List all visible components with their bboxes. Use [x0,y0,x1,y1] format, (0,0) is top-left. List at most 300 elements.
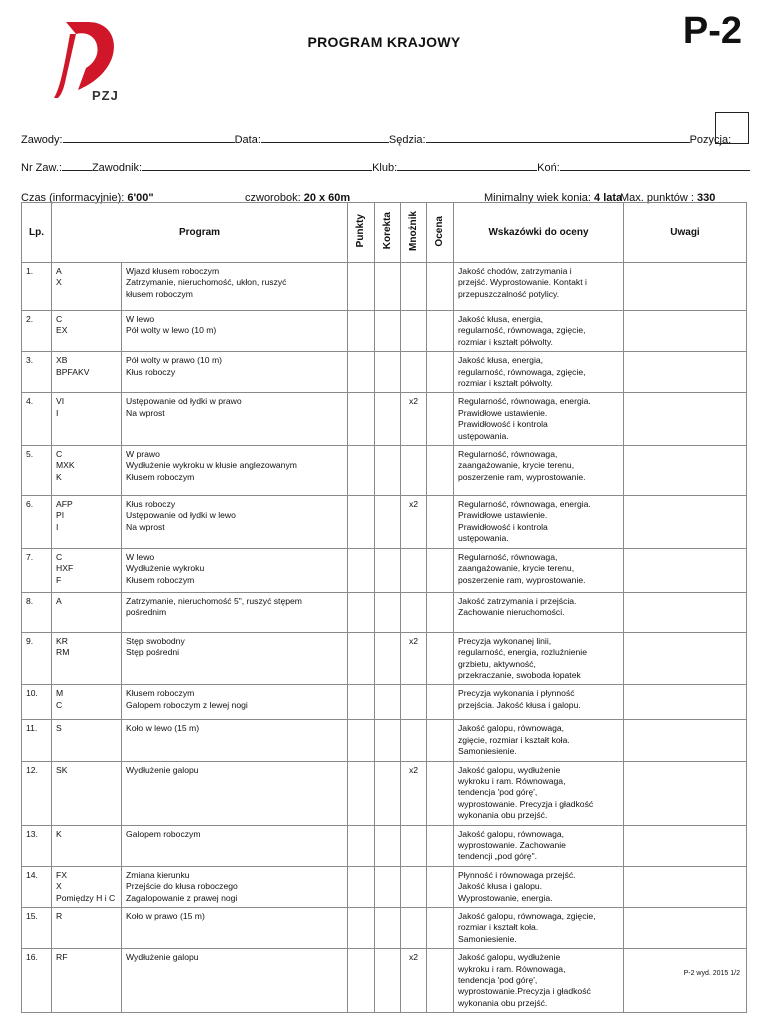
table-header [22,203,747,263]
row-number: 8. [22,592,52,632]
zawody-field[interactable] [63,131,235,143]
table-row [22,720,747,761]
table-row [22,496,747,549]
row-text: Jakość galopu, równowaga, [458,723,565,734]
row-text: Wydłużenie wykroku [126,563,205,574]
row-text: tendencja 'pod górę', [458,787,538,798]
row-text: wykonania obu przejść. [458,997,548,1008]
multiplier-cell [401,908,427,949]
row-number: 1. [22,263,52,311]
row-text: SK [56,764,68,775]
score-ocena-cell[interactable] [427,592,454,632]
row-text: pośrednim [126,607,167,618]
remarks-cell[interactable] [624,908,747,949]
row-hints [454,393,624,446]
score-punkty-cell[interactable] [348,761,375,825]
table-row [22,949,747,1013]
row-text: Regularność, równowaga, [458,551,558,562]
remarks-cell[interactable] [624,548,747,592]
score-ocena-cell[interactable] [427,908,454,949]
score-ocena-cell[interactable] [427,496,454,549]
row-points [52,908,122,949]
row-text: Wydłużenie galopu [126,764,199,775]
remarks-cell[interactable] [624,393,747,446]
row-points [52,496,122,549]
row-hints [454,761,624,825]
score-ocena-cell[interactable] [427,632,454,685]
row-hints [454,548,624,592]
remarks-cell[interactable] [624,446,747,496]
multiplier-cell: x2 [401,761,427,825]
col-punkty: Punkty [348,203,375,263]
remarks-cell[interactable] [624,311,747,352]
score-punkty-cell[interactable] [348,311,375,352]
row-text: Zagalopowanie z prawej nogi [126,892,238,903]
row-text: Regularność, równowaga, energia. [458,396,591,407]
row-number: 10. [22,685,52,720]
multiplier-cell: x2 [401,632,427,685]
remarks-cell[interactable] [624,949,747,1013]
table-row [22,866,747,907]
form-row-2 [21,159,750,175]
remarks-cell[interactable] [624,496,747,549]
row-movements [122,393,348,446]
row-text: VI [56,396,65,407]
score-ocena-cell[interactable] [427,311,454,352]
row-text: Kłus roboczy [126,366,176,377]
row-text: W lewo [126,551,155,562]
row-text: kłusem roboczym [126,288,193,299]
row-hints [454,263,624,311]
row-movements [122,548,348,592]
row-text: rozmiar i kształt półwolty. [458,336,553,347]
row-movements [122,720,348,761]
row-text: Koło w lewo (15 m) [126,723,200,734]
row-text: tendencji „pod górę". [458,851,538,862]
multiplier-cell [401,685,427,720]
row-text: Ustępowanie od łydki w prawo [126,396,242,407]
row-text: Pół wolty w lewo (10 m) [126,325,217,336]
pzj-logo [52,18,140,106]
col-wskazowki: Wskazówki do oceny [454,203,624,263]
row-text: Wydłużenie galopu [126,952,199,963]
row-text: zaangażowanie, krycie terenu, [458,460,575,471]
row-movements [122,592,348,632]
row-text: Prawidłowość i kontrola [458,521,548,532]
remarks-cell[interactable] [624,632,747,685]
row-text: RM [56,647,70,658]
score-korekta-cell[interactable] [375,548,401,592]
row-text: Precyzja wykonania i płynność [458,688,575,699]
score-korekta-cell[interactable] [375,761,401,825]
row-movements [122,352,348,393]
row-text: przepuszczalność potylicy. [458,288,560,299]
score-ocena-cell[interactable] [427,761,454,825]
nr-zaw-label: Nr Zaw.: [21,162,62,174]
nr-zaw-field[interactable] [62,159,92,171]
row-text: zaangażowanie, krycie terenu, [458,563,575,574]
row-text: Pomiędzy H i C [56,892,116,903]
row-text: Na wprost [126,407,165,418]
row-points [52,393,122,446]
row-text: Jakość kłusa i galopu. [458,881,543,892]
score-punkty-cell[interactable] [348,949,375,1013]
multiplier-cell [401,866,427,907]
row-text: Galopem roboczym [126,828,201,839]
table-row [22,352,747,393]
score-punkty-cell[interactable] [348,548,375,592]
row-text: S [56,723,62,734]
wiek-info: Minimalny wiek konia: 4 lata [484,192,623,204]
row-text: Płynność i równowaga przejść. [458,869,576,880]
row-number: 3. [22,352,52,393]
row-movements [122,949,348,1013]
row-text: Prawidłowe ustawienie. [458,407,548,418]
row-text: Kłusem roboczym [126,574,195,585]
row-text: Wydłużenie wykroku w kłusie anglezowanym [126,460,297,471]
row-text: Jakość kłusa, energia, [458,314,544,324]
row-number: 9. [22,632,52,685]
row-text: Zatrzymanie, nieruchomość, ukłon, ruszyć [126,277,287,288]
row-movements [122,496,348,549]
row-text: Galopem roboczym z lewej nogi [126,699,248,710]
row-text: Regularność, równowaga, energia. [458,499,591,510]
score-korekta-cell[interactable] [375,949,401,1013]
row-text: Kłusem roboczym [126,471,195,482]
row-movements [122,908,348,949]
row-text: Jakość galopu, wydłużenie [458,764,561,775]
row-text: Zatrzymanie, nieruchomość 5", ruszyć stępem [126,595,302,606]
multiplier-cell [401,825,427,866]
col-mnoznik: Mnożnik [401,203,427,263]
row-text: EX [56,325,68,336]
row-text: regularność, energia, rozluźnienie [458,647,587,658]
row-points [52,632,122,685]
kon-label: Koń: [537,162,560,174]
score-punkty-cell[interactable] [348,908,375,949]
klub-label: Klub: [372,162,398,174]
row-text: tendencja 'pod górę', [458,975,538,986]
row-text: wykroku i ram. Równowaga, [458,963,566,974]
score-punkty-cell[interactable] [348,825,375,866]
row-text: BPFAKV [56,366,90,377]
score-ocena-cell[interactable] [427,720,454,761]
row-movements [122,866,348,907]
sedzia-label: Sędzia: [388,134,426,146]
row-text: K [56,471,62,482]
score-korekta-cell[interactable] [375,446,401,496]
row-movements [122,685,348,720]
row-text: Ustępowanie od łydki w lewo [126,510,236,521]
multiplier-cell [401,720,427,761]
row-text: AFP [56,499,73,510]
score-ocena-cell[interactable] [427,866,454,907]
row-text: Prawidłowe ustawienie. [458,510,548,521]
row-number: 12. [22,761,52,825]
row-hints [454,592,624,632]
row-points [52,548,122,592]
score-korekta-cell[interactable] [375,496,401,549]
table-row [22,632,747,685]
sedzia-field[interactable] [426,131,690,143]
pozycja-label: Pozycja: [689,134,732,146]
row-text: W prawo [126,449,160,460]
row-text: Jakość galopu, wydłużenie [458,952,561,963]
col-program: Program [52,203,348,263]
remarks-cell[interactable] [624,825,747,866]
program-code: P-2 [682,10,742,52]
score-punkty-cell[interactable] [348,496,375,549]
row-text: M [56,688,64,699]
score-korekta-cell[interactable] [375,908,401,949]
row-points [52,720,122,761]
row-text: I [56,521,59,532]
score-korekta-cell[interactable] [375,311,401,352]
score-korekta-cell[interactable] [375,720,401,761]
row-text: Wyprostowanie, energia. [458,892,553,903]
row-movements [122,446,348,496]
row-text: zgięcie, rozmiar i kształt koła. [458,734,570,745]
row-hints [454,866,624,907]
score-korekta-cell[interactable] [375,866,401,907]
page-title: PROGRAM KRAJOWY [307,34,461,50]
max-points-info: Max. punktów : 330 [620,192,716,204]
score-korekta-cell[interactable] [375,825,401,866]
col-korekta: Korekta [375,203,401,263]
row-number: 7. [22,548,52,592]
score-korekta-cell[interactable] [375,685,401,720]
row-text: C [56,551,63,562]
pozycja-box[interactable] [715,112,749,144]
row-points [52,446,122,496]
multiplier-cell [401,446,427,496]
row-hints [454,632,624,685]
multiplier-cell: x2 [401,949,427,1013]
row-number: 11. [22,720,52,761]
row-text: Zmiana kierunku [126,869,190,880]
row-text: Kłusem roboczym [126,688,195,699]
remarks-cell[interactable] [624,685,747,720]
row-text: I [56,407,59,418]
zawodnik-field[interactable] [142,159,372,171]
table-row [22,908,747,949]
remarks-cell[interactable] [624,263,747,311]
multiplier-cell: x2 [401,496,427,549]
kon-field[interactable] [560,159,750,171]
row-text: Jakość galopu, równowaga, [458,828,565,839]
row-text: Regularność, równowaga, [458,449,558,460]
table-row [22,592,747,632]
row-text: Samoniesienie. [458,746,517,757]
table-row [22,761,747,825]
remarks-cell[interactable] [624,592,747,632]
row-text: C [56,699,63,710]
row-text: PI [56,510,65,521]
row-text: Kłus roboczy [126,499,176,510]
score-ocena-cell[interactable] [427,949,454,1013]
score-ocena-cell[interactable] [427,393,454,446]
table-row [22,825,747,866]
row-text: regularność, równowaga, zgięcie, [458,366,586,377]
row-text: Pół wolty w prawo (10 m) [126,355,222,366]
row-text: XB [56,355,68,366]
row-number: 14. [22,866,52,907]
score-korekta-cell[interactable] [375,352,401,393]
row-movements [122,632,348,685]
row-hints [454,685,624,720]
row-text: ustępowania. [458,430,509,441]
score-ocena-cell[interactable] [427,352,454,393]
score-korekta-cell[interactable] [375,263,401,311]
row-text: Na wprost [126,521,165,532]
row-text: ustępowania. [458,533,509,544]
remarks-cell[interactable] [624,761,747,825]
row-number: 15. [22,908,52,949]
row-hints [454,352,624,393]
row-text: X [56,881,62,892]
row-text: C [56,449,63,460]
row-points [52,352,122,393]
row-text: K [56,828,62,839]
row-text: rozmiar i kształt półwolty. [458,378,553,389]
row-text: przejścia. Jakość kłusa i galopu. [458,699,581,710]
row-text: RF [56,952,68,963]
row-text: Jakość galopu, równowaga, zgięcie, [458,911,596,921]
row-text: MXK [56,460,75,471]
row-text: wykroku i ram. Równowaga, [458,775,566,786]
multiplier-cell [401,352,427,393]
row-points [52,592,122,632]
row-text: wyprostowanie. Precyzja i gładkość [458,798,594,809]
row-points [52,866,122,907]
remarks-cell[interactable] [624,352,747,393]
row-movements [122,311,348,352]
score-korekta-cell[interactable] [375,592,401,632]
row-text: Jakość zatrzymania i przejścia. [458,595,577,606]
row-hints [454,496,624,549]
score-ocena-cell[interactable] [427,263,454,311]
row-text: przejść. Wyprostowanie. Kontakt i [458,277,587,288]
row-number: 16. [22,949,52,1013]
table-row [22,446,747,496]
row-movements [122,825,348,866]
row-text: rozmiar i kształt koła. [458,922,539,933]
zawodnik-label: Zawodnik: [91,162,143,174]
multiplier-cell [401,311,427,352]
row-text: regularność, równowaga, zgięcie, [458,325,586,336]
score-punkty-cell[interactable] [348,720,375,761]
row-text: poszerzenie ram, wyprostowanie. [458,574,586,585]
row-text: A [56,266,62,276]
score-punkty-cell[interactable] [348,632,375,685]
row-text: A [56,595,62,606]
multiplier-cell: x2 [401,393,427,446]
col-ocena: Ocena [427,203,454,263]
row-text: R [56,911,63,921]
row-movements [122,263,348,311]
row-number: 4. [22,393,52,446]
score-punkty-cell[interactable] [348,263,375,311]
score-ocena-cell[interactable] [427,685,454,720]
score-punkty-cell[interactable] [348,592,375,632]
row-text: poszerzenie ram, wyprostowanie. [458,471,586,482]
row-text: Przejście do kłusa roboczego [126,881,238,892]
row-text: FX [56,869,67,880]
score-ocena-cell[interactable] [427,825,454,866]
remarks-cell[interactable] [624,720,747,761]
row-text: X [56,277,62,288]
multiplier-cell [401,548,427,592]
klub-field[interactable] [397,159,537,171]
table-row [22,263,747,311]
score-punkty-cell[interactable] [348,866,375,907]
row-points [52,311,122,352]
logo-text: PZJ [92,88,119,103]
score-punkty-cell[interactable] [348,685,375,720]
row-text: Stęp pośredni [126,647,180,658]
score-punkty-cell[interactable] [348,446,375,496]
row-text: F [56,574,62,585]
row-text: Jakość kłusa, energia, [458,355,544,366]
score-korekta-cell[interactable] [375,632,401,685]
row-hints [454,949,624,1013]
row-text: Koło w prawo (15 m) [126,911,205,921]
row-hints [454,446,624,496]
row-text: C [56,314,63,324]
table-row [22,548,747,592]
row-text: KR [56,635,68,646]
table-row [22,685,747,720]
row-points [52,685,122,720]
row-hints [454,825,624,866]
row-number: 6. [22,496,52,549]
row-number: 13. [22,825,52,866]
footer-note: P-2 wyd. 2015 1/2 [683,970,740,977]
score-korekta-cell[interactable] [375,393,401,446]
row-points [52,761,122,825]
zawody-label: Zawody: [21,134,63,146]
row-points [52,263,122,311]
row-hints [454,908,624,949]
program-table [21,202,747,1013]
data-field[interactable] [261,131,389,143]
score-ocena-cell[interactable] [427,446,454,496]
remarks-cell[interactable] [624,866,747,907]
row-text: wyprostowanie. Zachowanie [458,839,566,850]
row-text: wykonania obu przejść. [458,810,548,821]
row-number: 2. [22,311,52,352]
row-text: HXF [56,563,74,574]
multiplier-cell [401,263,427,311]
row-movements [122,761,348,825]
row-points [52,825,122,866]
row-text: Jakość chodów, zatrzymania i [458,266,572,276]
score-ocena-cell[interactable] [427,548,454,592]
row-text: Prawidłowość i kontrola [458,419,548,430]
row-hints [454,720,624,761]
row-text: grzbietu, aktywność, [458,658,536,669]
row-points [52,949,122,1013]
multiplier-cell [401,592,427,632]
table-row [22,393,747,446]
row-hints [454,311,624,352]
row-text: Samoniesienie. [458,933,517,944]
score-punkty-cell[interactable] [348,393,375,446]
czworobok-info: czworobok: 20 x 60m [245,192,351,204]
score-punkty-cell[interactable] [348,352,375,393]
row-text: W lewo [126,314,155,324]
col-uwagi: Uwagi [624,203,747,263]
